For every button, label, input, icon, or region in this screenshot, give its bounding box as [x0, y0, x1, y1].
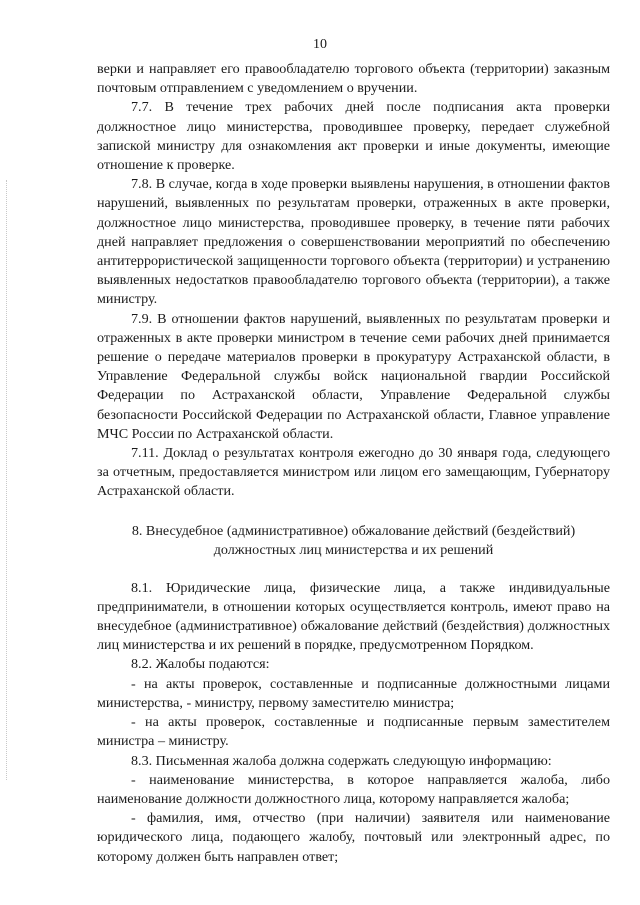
- list-item: - на акты проверок, составленные и подписанные первым заместителем министра – министру.: [97, 714, 610, 750]
- paragraph-7-7: 7.7. В течение трех рабочих дней после подписания акта проверки должностное лицо министерства, проводившее проверку, передает служебной запиской министру для ознакомления акт проверки и иные документы, имеющие отношение к проверке.: [97, 99, 610, 174]
- scan-edge-marks: [6, 180, 9, 780]
- paragraph-7-9: 7.9. В отношении фактов нарушений, выявленных по результатам проверки и отраженных в акте проверки министром в течение семи рабочих дней принимается решение о передаче материалов проверки в прокуратуру Астраханской области, в Управление Федеральной службы войск национальной гвардии Российской Федерации по Астраханской области, Управление Федеральной службы безопасности Российской Федерации по Астраханской области, Главное управление МЧС России по Астраханской области.: [97, 310, 610, 442]
- paragraph-continuation: верки и направляет его правообладателю торгового объекта (территории) заказным почтовым отправлением с уведомлением о вручении.: [97, 61, 610, 97]
- paragraph-8-2: 8.2. Жалобы подаются:: [131, 656, 270, 673]
- paragraph-8-1: 8.1. Юридические лица, физические лица, а также индивидуальные предприниматели, в отношении которых осуществляется контроль, имеют право на внесудебное (административное) обжалование действий (бездействия) должностных лиц министерства и их решений в порядке, предусмотренном Порядком.: [97, 579, 610, 654]
- list-item: - на акты проверок, составленные и подписанные должностными лицами министерства, - министру, первому заместителю министра;: [97, 675, 610, 711]
- document-body: [97, 60, 610, 867]
- page-number: 10: [313, 37, 327, 52]
- section-8-heading: 8. Внесудебное (административное) обжалование действий (бездействий) должностных лиц министерства и их решений: [131, 522, 576, 559]
- paragraph-8-3: 8.3. Письменная жалоба должна содержать следующую информацию:: [131, 752, 552, 769]
- paragraph-7-11: 7.11. Доклад о результатах контроля ежегодно до 30 января года, следующего за отчетным, предоставляется министром или лицом его замещающим, Губернатору Астраханской области.: [97, 445, 610, 500]
- list-item: - фамилия, имя, отчество (при наличии) заявителя или наименование юридического лица, подающего жалобу, почтовый или электронный адрес, по которому должен быть направлен ответ;: [97, 810, 610, 865]
- list-item: - наименование министерства, в которое направляется жалоба, либо наименование должности должностного лица, которому направляется жалоба;: [97, 771, 610, 807]
- paragraph-7-8: 7.8. В случае, когда в ходе проверки выявлены нарушения, в отношении фактов нарушений, выявленных по результатам проверки, отраженных в акте проверки, должностное лицо министерства, проводившее проверку, в течение пяти рабочих дней направляет предложения о совершенствовании мероприятий по обеспечению антитеррористической защищенности торгового объекта (территории) и устранению выявленных недостатков правообладателю торгового объекта (территории), а также министру.: [97, 176, 610, 308]
